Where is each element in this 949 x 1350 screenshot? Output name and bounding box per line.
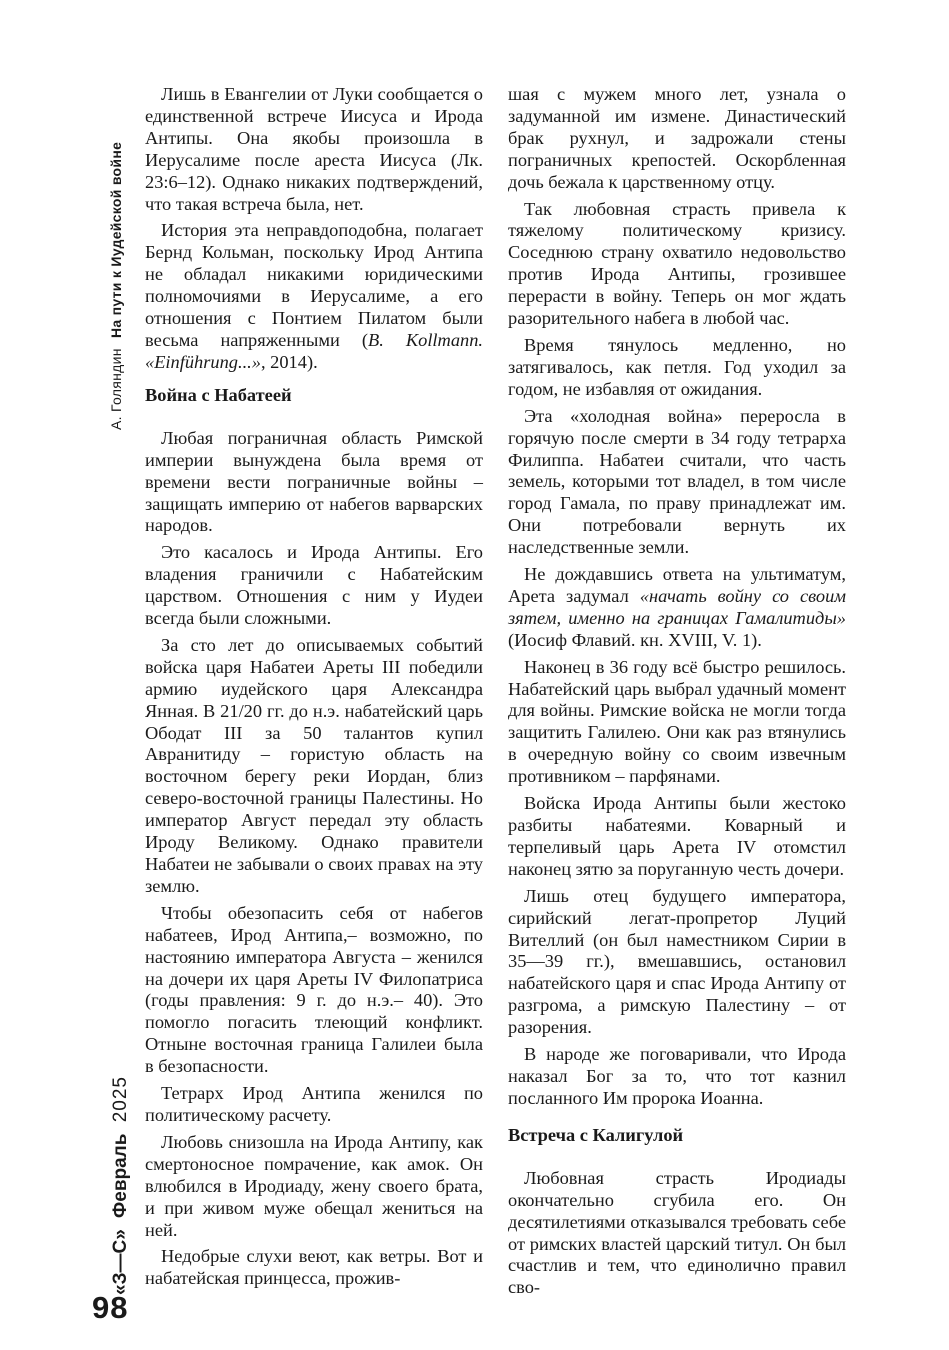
paragraph: За сто лет до описываемых событий войска царя Набатеи Ареты III победили армию иудейского царя Александра Янная. В 21/20 гг. до н.э. набатейский царь Ободат III за 50 талантов купил Авранитиду – гористую область на восточном берегу реки Иордан, близ северо-восточной границы Палестины. Но император Август передал эту область Ироду Великому. Однако правители Набатеи не забывали о своих правах на эту землю. bbox=[145, 634, 483, 896]
paragraph: Недобрые слухи веют, как ветры. Вот и набатейская принцесса, прожив- bbox=[145, 1246, 483, 1289]
running-head bbox=[108, 142, 124, 430]
citation: B. Kollmann. «Einführung...» bbox=[145, 329, 483, 372]
paragraph: Эта «холодная война» переросла в горячую после смерти в 34 году тетрарха Филиппа. Набатеи считали, что часть земель, которыми тот владел, в том числе город Гамала, по праву принадлежат им. Они потребовали вернуть их наследственные земли. bbox=[508, 405, 846, 558]
section-heading: Встреча с Калигулой bbox=[508, 1124, 684, 1145]
paragraph: Время тянулось медленно, но затягивалось, как петля. Год уходил за годом, не избавляя от ожидания. bbox=[508, 334, 846, 399]
paragraph: Тетрарх Ирод Антипа женился по политическому расчету. bbox=[145, 1083, 483, 1125]
issue-month: Февраль bbox=[110, 1133, 131, 1218]
running-head-author: А. Голяндин bbox=[108, 348, 124, 430]
paragraph: Это касалось и Ирода Антипы. Его владения граничили с Набатейским царством. Отношения с ним у Иудеи всегда были сложными. bbox=[145, 542, 483, 629]
section-heading: Война с Набатеей bbox=[145, 384, 292, 405]
issue-year: 2025 bbox=[110, 1076, 131, 1123]
paragraph bbox=[145, 220, 483, 373]
page-number: 98 bbox=[92, 1290, 129, 1325]
left-column bbox=[145, 84, 483, 1295]
magazine-name: «З—С» bbox=[110, 1229, 131, 1295]
paragraph: Лишь отец будущего императора, сирийский легат-пропретор Луций Вителлий (он был наместником Сирии в 35—39 гг.), вмешавшись, остановил набатейского царя и спас Ирода Антипу от разгрома, а римскую Палестину – от разорения. bbox=[508, 885, 846, 1038]
issue-label bbox=[110, 1076, 132, 1295]
paragraph: Любовь снизошла на Ирода Антипу, как смертоносное помрачение, как амок. Он влюбился в Иродиаду, жену своего брата, и при живом муже обещал жениться на ней. bbox=[145, 1131, 483, 1240]
paragraph-text: Не дождавшись ответа на ультиматум, Арета задумал bbox=[508, 564, 846, 606]
paragraph bbox=[508, 564, 846, 652]
running-head-section: На пути к Иудейской войне bbox=[108, 141, 124, 339]
quotation: «начать войну со своим зятем, именно на границах Гамалитиды» bbox=[508, 585, 846, 628]
paragraph: Войска Ирода Антипы были жестоко разбиты набатеями. Коварный и терпеливый царь Арета IV отомстил наконец зятю за поруганную честь дочери. bbox=[508, 793, 846, 879]
paragraph: Лишь в Евангелии от Луки сообщается о единственной встрече Иисуса и Ирода Антипы. Она якобы произошла в Иерусалиме после ареста Иисуса (Лк. 23:6–12). Однако никаких подтверждений, что такая встреча была, нет. bbox=[145, 84, 483, 214]
paragraph-text: (Иосиф Флавий. кн. XVIII, V. 1). bbox=[508, 629, 762, 650]
paragraph-text: , 2014). bbox=[260, 351, 318, 372]
paragraph: Наконец в 36 году всё быстро решилось. Набатейский царь выбрал удачный момент для войны. Римские войска не могли тогда защитить Галилею. Они как раз втянулись в очередную войну со своим извечным противником – парфянами. bbox=[508, 656, 846, 787]
right-column bbox=[508, 84, 846, 1304]
paragraph-text: История эта неправдоподобна, полагает Бернд Кольман, поскольку Ирод Антипа не обладал никакими юридическими полномочиями в Иерусалиме, а его отношения с Понтием Пилатом были весьма напряженными ( bbox=[145, 220, 483, 350]
paragraph: Любая пограничная область Римской империи вынуждена была время от времени вести пограничные войны – защищать империю от набегов варварских народов. bbox=[145, 427, 483, 536]
paragraph: Любовная страсть Иродиады окончательно сгубила его. Он десятилетиями отказывался требовать себе от римских властей царский титул. Он был счастлив и тем, что единолично правил сво- bbox=[508, 1167, 846, 1298]
paragraph: шая с мужем много лет, узнала о задуманной им измене. Династический брак рухнул, и задрожали стены пограничных крепостей. Оскорбленная дочь бежала к царственному отцу. bbox=[508, 84, 846, 192]
paragraph: Чтобы обезопасить себя от набегов набатеев, Ирод Антипа,– возможно, по настоянию императора Августа – женился на дочери их царя Ареты IV Филопатриса (годы правления: 9 г. до н.э.– 40). Это помогло погасить тлеющий конфликт. Отныне восточная граница Галилеи была в безопасности. bbox=[145, 902, 483, 1077]
paragraph: В народе же поговаривали, что Ирода наказал Бог за то, что тот казнил посланного Им пророка Иоанна. bbox=[508, 1044, 846, 1108]
paragraph: Так любовная страсть привела к тяжелому политическому кризису. Соседнюю страну охватило недовольство против Ирода Антипы, грозившее перерасти в войну. Теперь он мог ждать разорительного набега в любой час. bbox=[508, 198, 846, 329]
